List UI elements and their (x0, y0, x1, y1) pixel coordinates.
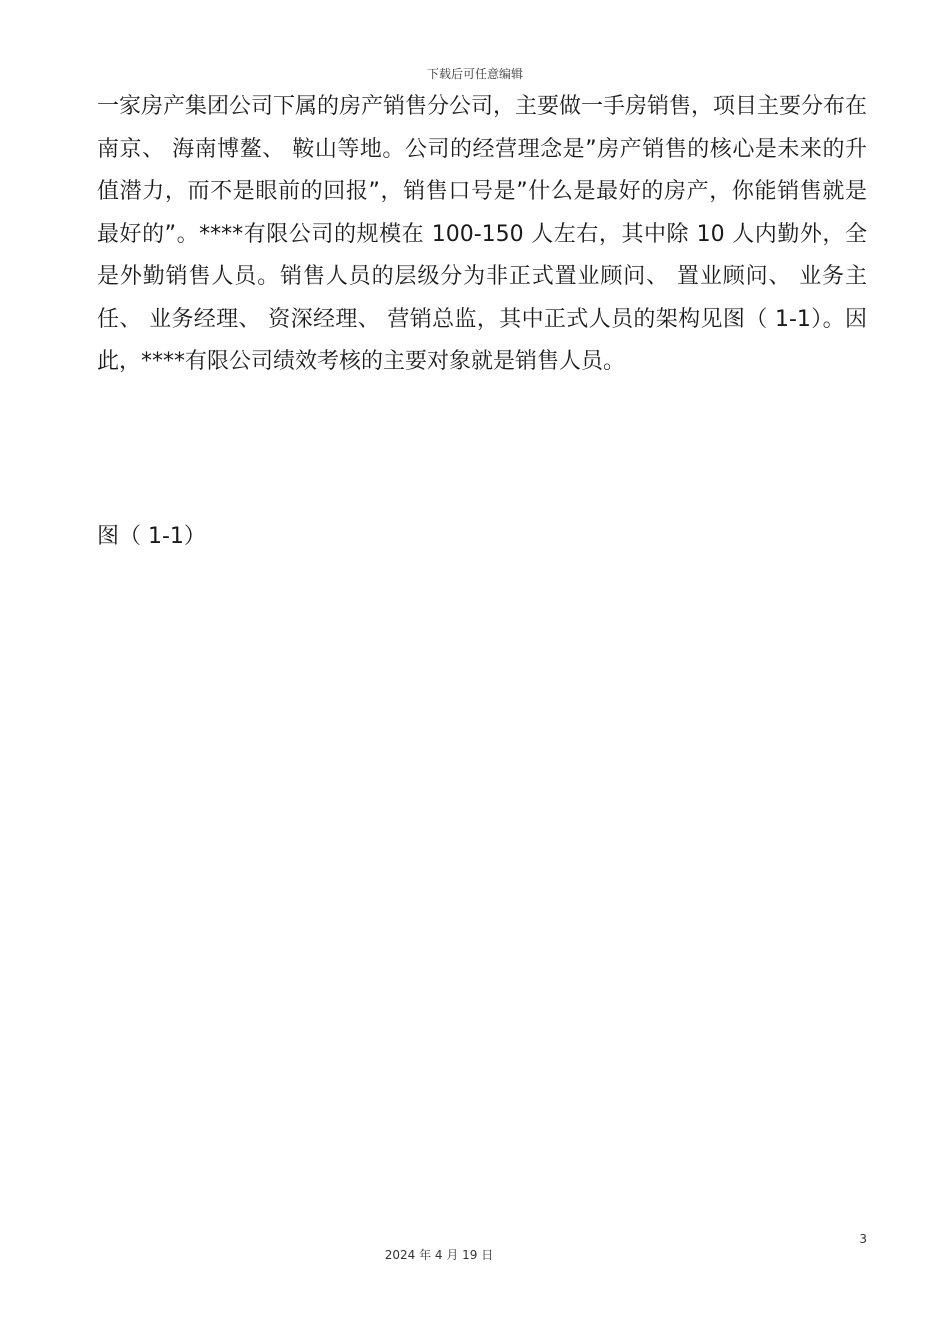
figure-caption: 图（ 1-1） (97, 524, 206, 549)
page-number: 3 (859, 1232, 867, 1246)
header-note: 下载后可任意编辑 (426, 67, 523, 81)
body-text (97, 86, 867, 384)
footer-date: 2024 年 4 月 19 日 (384, 1248, 494, 1262)
body-paragraph: 一家房产集团公司下属的房产销售分公司，主要做一手房销售，项目主要分布在南京、 海南博鳌、 鞍山等地。公司的经营理念是”房产销售的核心是未来的升值潜力，而不是眼前的回报”，销售口号是”什么是最好的房产，你能销售就是最好的”。****有限公司的规模在 100-150 人左右，其中除 10 人内勤外，全是外勤销售人员。销售人员的层级分为非正式置业顾问、 置业顾问、 业务主任、 业务经理、 资深经理、 营销总监，其中正式人员的架构见图（ 1-1）。因此，****有限公司绩效考核的主要对象就是销售人员。 (97, 94, 868, 374)
